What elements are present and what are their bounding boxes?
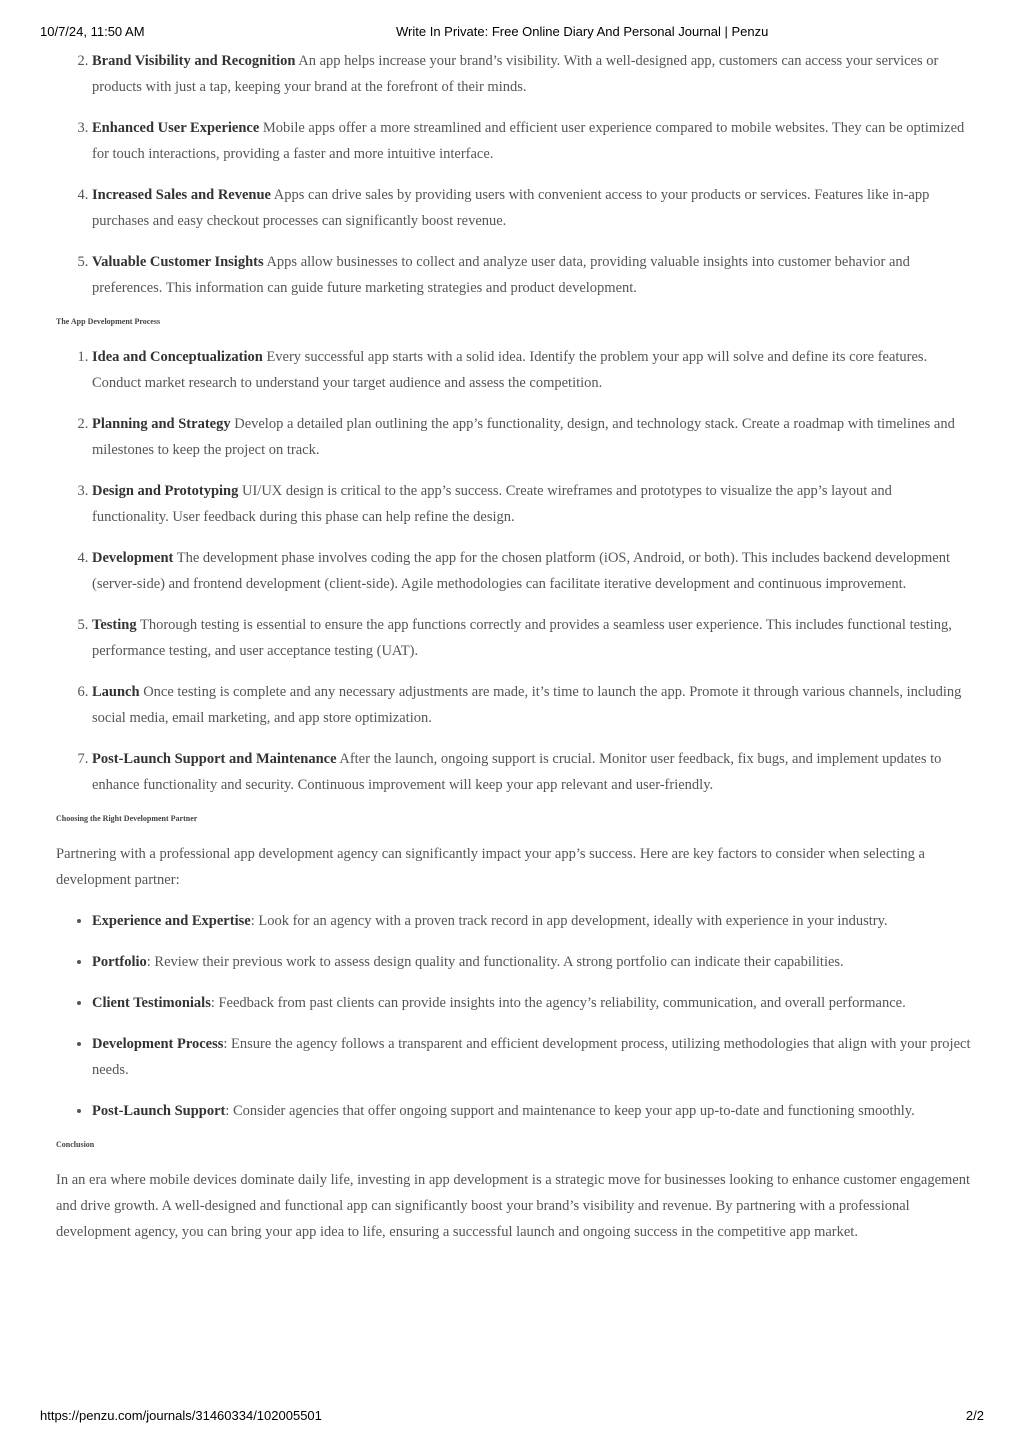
conclusion-paragraph: In an era where mobile devices dominate daily life, investing in app development is a strategic move for businesses looking to enhance customer engagement and drive growth. A well-designed and functional app can significantly boost your brand’s visibility and revenue. By partnering with a professional development agency, you can bring your app idea to life, ensuring a successful launch and ongoing success in the competitive app market. [56, 1172, 971, 1240]
print-url: https://penzu.com/journals/31460334/102005501 [40, 1408, 322, 1423]
list-item-text: : Consider agencies that offer ongoing support and maintenance to keep your app up-to-date and functioning smoothly. [225, 1103, 915, 1119]
list-item-text: Develop a detailed plan outlining the app’s functionality, design, and technology stack. Create a roadmap with timelines and milestones to keep the project on track. [92, 416, 955, 458]
list-item-title: Post-Launch Support [92, 1103, 226, 1119]
list-item-title: Increased Sales and Revenue [92, 187, 271, 203]
list-item-text: Thorough testing is essential to ensure the app functions correctly and provides a seamless user experience. This includes functional testing, performance testing, and user acceptance testing (UAT). [92, 617, 952, 659]
print-header [40, 24, 984, 44]
list-item-text: : Feedback from past clients can provide insights into the agency’s reliability, communication, and overall performance. [210, 995, 906, 1011]
list-item-title: Post-Launch Support and Maintenance [92, 751, 337, 767]
list-item [92, 478, 971, 530]
journal-entry-content [56, 48, 971, 1260]
list-item-title: Portfolio [92, 954, 147, 970]
list-item-text: Apps allow businesses to collect and analyze user data, providing valuable insights into customer behavior and preferences. This information can guide future marketing strategies and product development. [92, 254, 910, 296]
list-item-text: Apps can drive sales by providing users with convenient access to your products or services. Features like in-app purchases and easy checkout processes can significantly boost revenue. [92, 187, 930, 229]
list-item-text: After the launch, ongoing support is crucial. Monitor user feedback, fix bugs, and implement updates to enhance functionality and security. Continuous improvement will keep your app relevant and user-friendly. [92, 751, 942, 793]
list-item [92, 48, 971, 100]
list-item-text: : Review their previous work to assess design quality and functionality. A strong portfolio can indicate their capabilities. [146, 954, 844, 970]
list-item [92, 679, 971, 731]
list-item-text: : Ensure the agency follows a transparent and efficient development process, utilizing methodologies that align with your project needs. [92, 1036, 971, 1078]
list-item-title: Experience and Expertise [92, 913, 251, 929]
list-item-title: Testing [92, 617, 137, 633]
print-footer [40, 1408, 984, 1428]
list-item [92, 949, 971, 975]
list-item [92, 990, 971, 1016]
list-item-title: Planning and Strategy [92, 416, 231, 432]
list-item-text: Once testing is complete and any necessary adjustments are made, it’s time to launch the app. Promote it through various channels, including social media, email marketing, and app store optimization. [92, 684, 962, 726]
partner-intro-paragraph: Partnering with a professional app development agency can significantly impact your app’s success. Here are key factors to consider when selecting a development partner: [56, 846, 925, 888]
partner-factors-list [56, 908, 971, 1124]
print-page-title: Write In Private: Free Online Diary And Personal Journal | Penzu [396, 24, 769, 39]
print-datetime: 10/7/24, 11:50 AM [40, 24, 145, 39]
list-item-text: The development phase involves coding the app for the chosen platform (iOS, Android, or both). This includes backend development (server-side) and frontend development (client-side). Agile methodologies can facilitate iterative development and continuous improvement. [92, 550, 950, 592]
list-item [92, 249, 971, 301]
list-item-title: Idea and Conceptualization [92, 349, 263, 365]
list-item [92, 344, 971, 396]
benefits-list [56, 48, 971, 301]
list-item-title: Launch [92, 684, 140, 700]
list-item [92, 182, 971, 234]
list-item [92, 908, 971, 934]
list-item [92, 1098, 971, 1124]
partner-heading: Choosing the Right Development Partner [56, 814, 198, 823]
process-heading: The App Development Process [56, 317, 161, 326]
list-item-title: Development [92, 550, 174, 566]
list-item [92, 411, 971, 463]
list-item-title: Enhanced User Experience [92, 120, 260, 136]
list-item [92, 612, 971, 664]
list-item-title: Client Testimonials [92, 995, 211, 1011]
list-item [92, 115, 971, 167]
conclusion-heading: Conclusion [56, 1140, 95, 1149]
list-item-title: Brand Visibility and Recognition [92, 53, 296, 69]
list-item [92, 746, 971, 798]
list-item-title: Design and Prototyping [92, 483, 239, 499]
list-item-text: Mobile apps offer a more streamlined and efficient user experience compared to mobile websites. They can be optimized for touch interactions, providing a faster and more intuitive interface. [92, 120, 965, 162]
list-item-text: Every successful app starts with a solid idea. Identify the problem your app will solve and define its core features. Conduct market research to understand your target audience and assess the competition. [92, 349, 928, 391]
list-item-text: : Look for an agency with a proven track record in app development, ideally with experience in your industry. [250, 913, 888, 929]
print-page-count: 2/2 [965, 1408, 984, 1423]
list-item-title: Valuable Customer Insights [92, 254, 264, 270]
list-item-title: Development Process [92, 1036, 224, 1052]
list-item [92, 545, 971, 597]
list-item [92, 1031, 971, 1083]
process-list [56, 344, 971, 798]
list-item-text: An app helps increase your brand’s visibility. With a well-designed app, customers can access your services or products with just a tap, keeping your brand at the forefront of their minds. [92, 53, 939, 95]
list-item-text: UI/UX design is critical to the app’s success. Create wireframes and prototypes to visualize the app’s layout and functionality. User feedback during this phase can help refine the design. [92, 483, 892, 525]
